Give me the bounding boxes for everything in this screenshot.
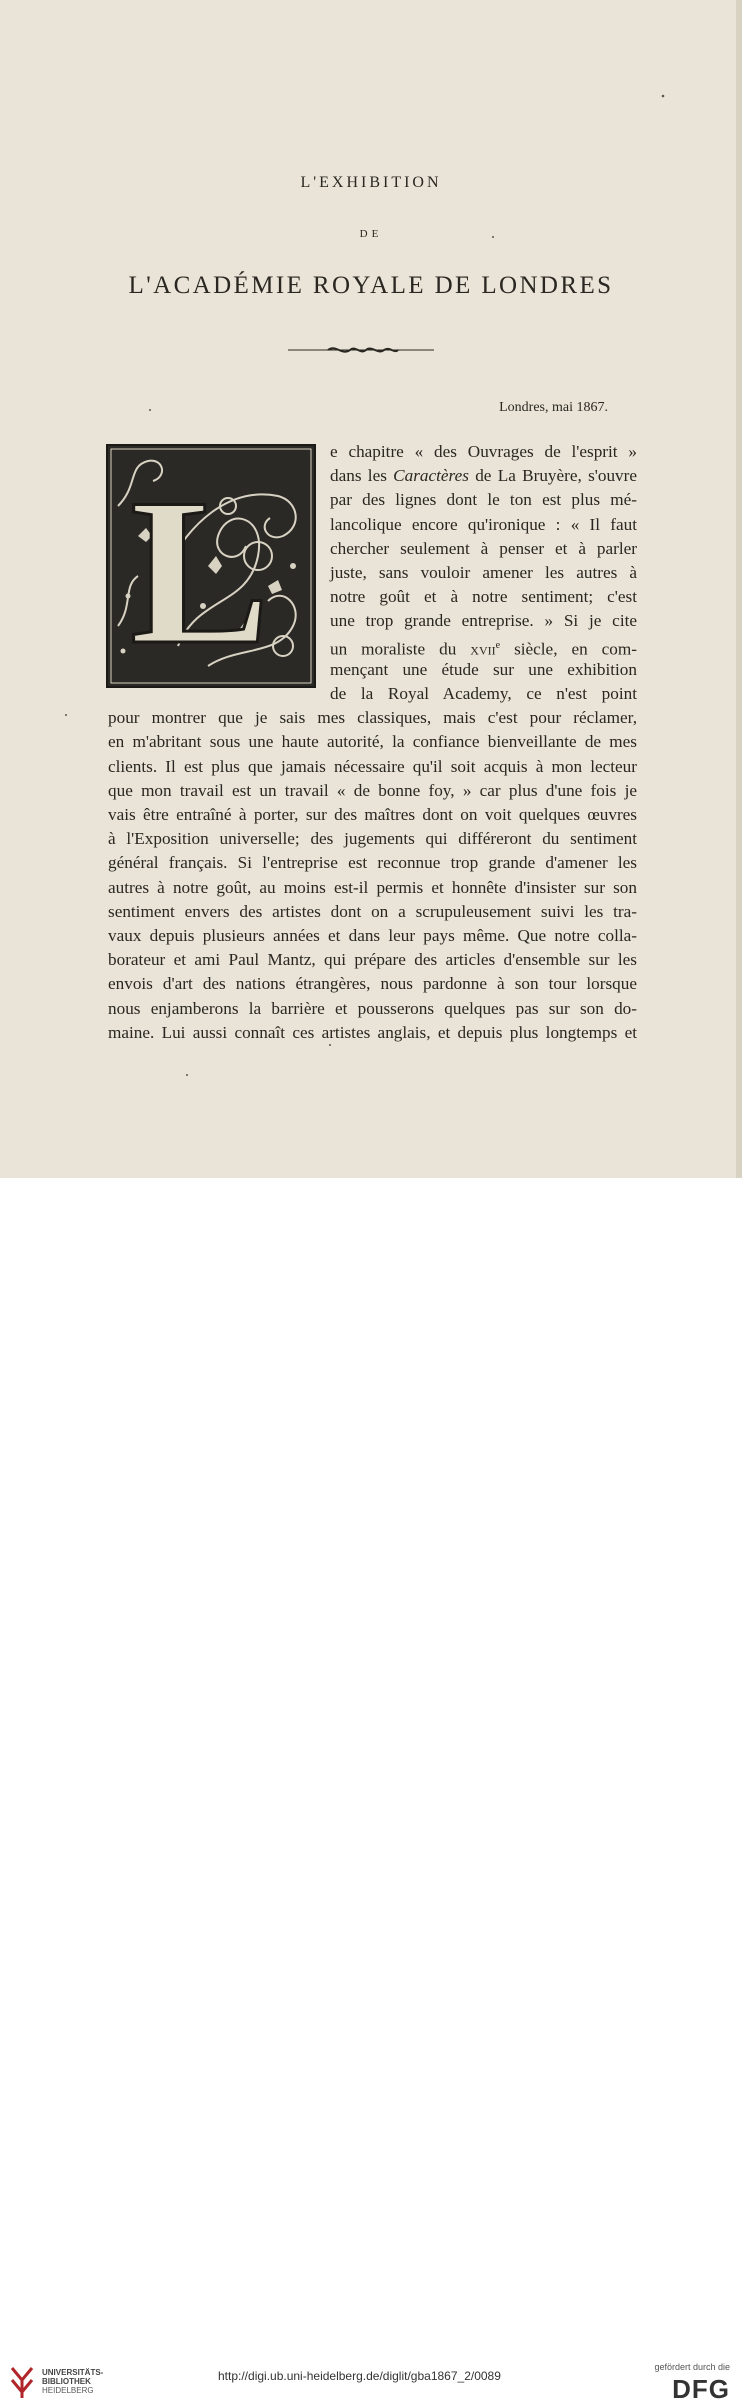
text-line	[330, 585, 637, 609]
text-line	[108, 972, 637, 996]
ornament-divider	[288, 342, 434, 358]
text-line	[108, 876, 637, 900]
title-line-2: DE	[359, 228, 383, 240]
text-line	[108, 900, 637, 924]
text-line	[330, 464, 637, 488]
text-line	[330, 609, 637, 633]
dateline: Londres, mai 1867.	[499, 400, 608, 415]
text-segment: un moraliste du	[330, 639, 471, 659]
text-segment: vais être entraîné à porter, sur des maîtres dont on voit quelques œuvres	[108, 805, 637, 824]
superscript: e	[495, 639, 501, 651]
text-segment: clients. Il est plus que jamais nécessaire qu'il soit acquis à mon lecteur	[108, 756, 637, 776]
text-line	[330, 537, 637, 561]
text-segment: envois d'art des nations étrangères, nous pardonne à son tour lorsque	[108, 974, 637, 994]
funder-label: gefördert durch die	[654, 2362, 730, 2372]
title-line-1: L'EXHIBITION	[300, 174, 442, 191]
library-name-line-1: UNIVERSITÄTS-	[42, 2368, 104, 2377]
text-segment: à l'Exposition universelle; des jugements qui différeront du sentiment	[108, 829, 637, 849]
century-numeral: xvii	[470, 639, 496, 659]
library-name-line-2: BIBLIOTHEK	[42, 2377, 91, 2386]
text-line	[108, 924, 637, 948]
text-line	[108, 948, 637, 972]
text-line	[108, 851, 637, 875]
text-segment: que mon travail est un travail « de bonne foy, » car plus d'une fois je	[108, 780, 637, 800]
text-line	[108, 827, 637, 851]
text-segment: mençant une étude sur une exhibition	[330, 659, 637, 679]
text-segment: une trop grande entreprise. » Si je cite	[330, 611, 637, 631]
text-line	[330, 440, 637, 464]
text-segment: chercher seulement à penser et à parler	[330, 538, 637, 558]
text-segment: notre goût et à notre sentiment; c'est	[330, 587, 637, 607]
viewer-footer	[0, 1178, 742, 2404]
text-segment: borateur et ami Paul Mantz, qui prépare des articles d'ensemble sur les	[108, 950, 637, 970]
text-segment: pour montrer que je sais mes classiques, mais c'est pour réclamer,	[108, 708, 637, 728]
floral-ornament-icon	[108, 446, 314, 686]
text-segment: siècle, en com-	[500, 639, 637, 659]
permalink-url[interactable]: http://digi.ub.uni-heidelberg.de/diglit/gba1867_2/0089	[218, 2369, 501, 2383]
dfg-logo: DFG	[672, 2374, 730, 2404]
library-name	[42, 2368, 103, 2395]
text-segment: vaux depuis plusieurs années et dans leur pays même. Que notre colla-	[108, 926, 637, 945]
text-line	[330, 513, 637, 537]
text-segment: juste, sans vouloir amener les autres à	[330, 563, 637, 582]
text-segment: lancolique encore qu'ironique : « Il faut	[330, 514, 637, 534]
drop-cap-letter: L	[130, 456, 271, 686]
text-segment: autres à notre goût, au moins est-il permis et honnête d'insister sur son	[108, 877, 637, 897]
page-title: L'ACADÉMIE ROYALE DE LONDRES	[128, 272, 614, 299]
text-segment: maine. Lui aussi connaît ces artistes anglais, et depuis plus longtemps et	[108, 1022, 637, 1042]
text-line	[108, 730, 637, 754]
text-segment: e chapitre « des Ouvrages de l'esprit »	[330, 442, 637, 461]
scanned-page	[0, 0, 742, 1178]
university-library-logo-icon	[8, 2364, 36, 2400]
text-line	[330, 658, 637, 682]
text-line	[108, 997, 637, 1021]
italic-title: Caractères	[393, 466, 469, 486]
text-line	[108, 1021, 637, 1045]
text-line	[330, 488, 637, 512]
library-name-line-3: HEIDELBERG	[42, 2386, 94, 2395]
drop-cap-initial	[106, 444, 316, 688]
text-line	[330, 561, 637, 585]
text-segment: par des lignes dont le ton est plus mé-	[330, 490, 637, 510]
text-line	[330, 682, 637, 706]
text-segment: dans les	[330, 466, 394, 486]
text-line	[108, 779, 637, 803]
text-line	[108, 755, 637, 779]
text-segment: en m'abritant sous une haute autorité, la confiance bienveillante de mes	[108, 732, 637, 752]
text-segment: nous enjamberons la barrière et pousserons quelques pas sur son do-	[108, 998, 637, 1018]
text-line	[108, 803, 637, 827]
text-segment: sentiment envers des artistes dont on a scrupuleusement suivi les tra-	[108, 901, 637, 921]
text-segment: de La Bruyère, s'ouvre	[468, 466, 637, 486]
text-segment: de la Royal Academy, ce n'est point	[330, 684, 637, 703]
text-segment: général français. Si l'entreprise est reconnue trop grande d'amener les	[108, 853, 637, 873]
text-line	[108, 706, 637, 730]
